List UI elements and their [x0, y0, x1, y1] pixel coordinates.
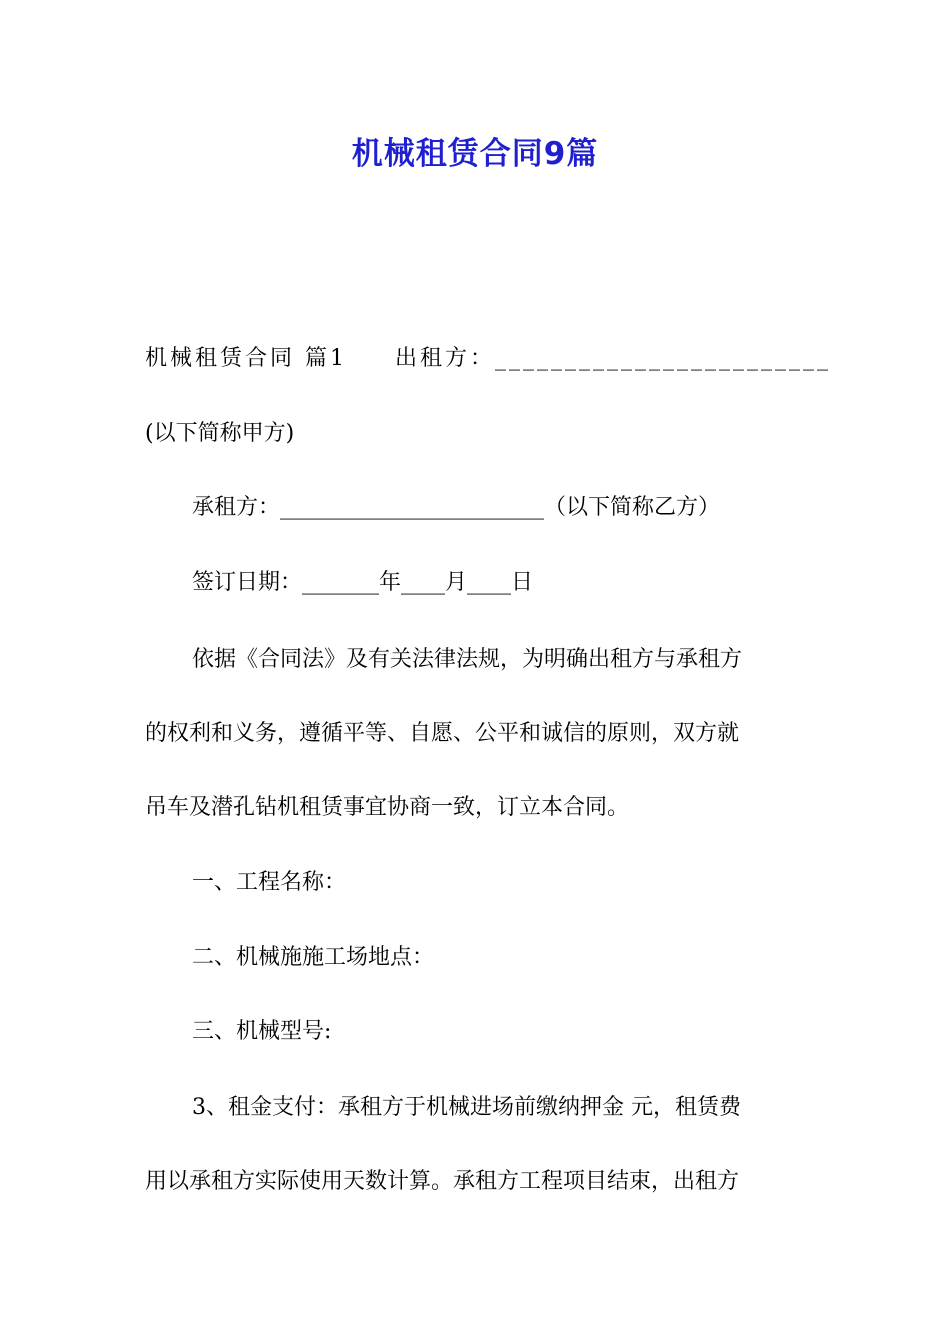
clause-rent-payment: 3、租金支付：承租方于机械进场前缴纳押金 元，租赁费	[192, 1095, 741, 1120]
body-paragraph-line: 的权利和义务，遵循平等、自愿、公平和诚信的原则，双方就	[145, 721, 740, 746]
document-title: 机械租赁合同9篇	[351, 136, 599, 172]
contract-part-heading: 机械租赁合同 篇1	[145, 346, 347, 371]
contract-heading-line	[145, 344, 832, 374]
clause-project-name: 一、工程名称：	[192, 870, 347, 895]
body-paragraph-line: 吊车及潜孔钻机租赁事宜协商一致，订立本合同。	[145, 795, 630, 820]
clause-site-location: 二、机械施施工场地点：	[192, 945, 435, 970]
signing-date-field: 签订日期：_______年____月____日	[192, 570, 534, 595]
party-a-abbreviation: (以下简称甲方)	[145, 421, 295, 446]
lessee-field: 承租方：________________________（以下简称乙方）	[192, 495, 721, 520]
body-paragraph-line: 用以承租方实际使用天数计算。承租方工程项目结束，出租方	[145, 1169, 740, 1194]
lessor-field: 出租方：________________________	[395, 346, 832, 371]
clause-machine-model: 三、机械型号:	[192, 1019, 332, 1044]
body-paragraph-line: 依据《合同法》及有关法律法规，为明确出租方与承租方	[192, 647, 743, 672]
